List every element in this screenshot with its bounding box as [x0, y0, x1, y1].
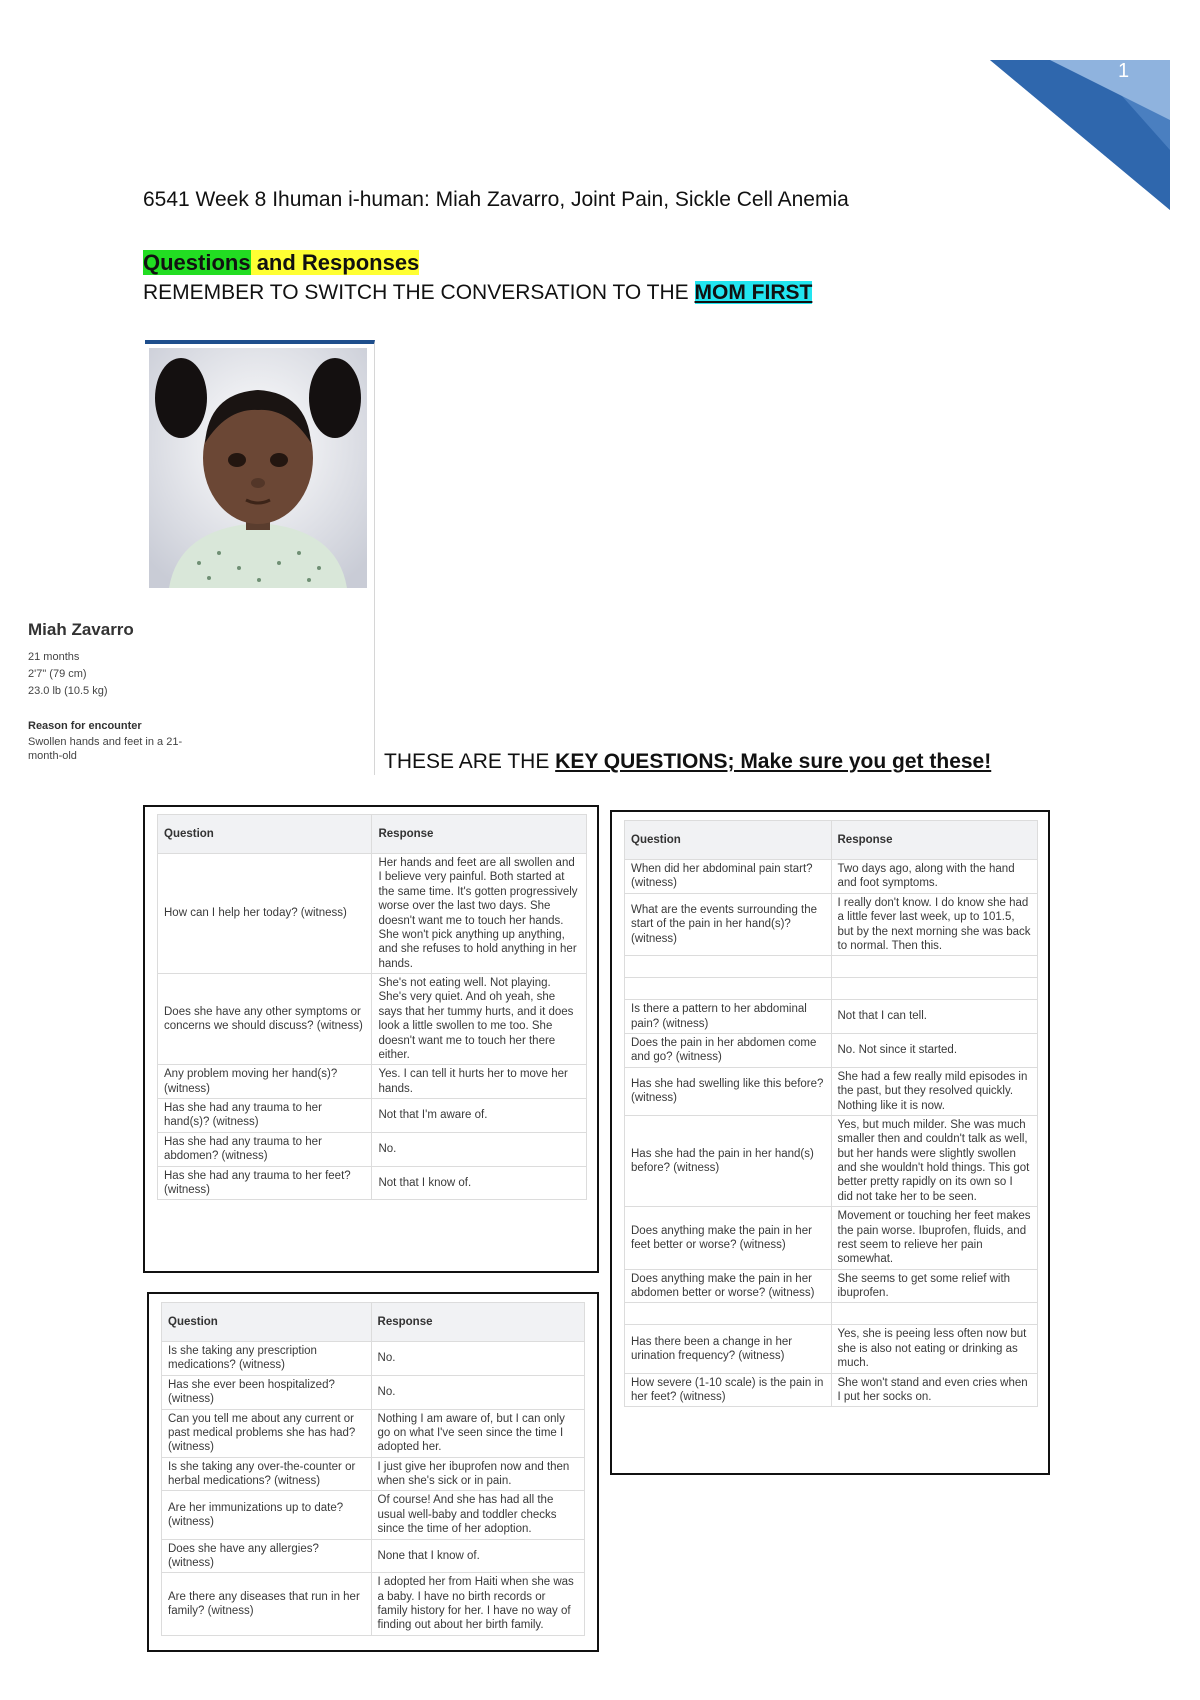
table-row	[162, 1573, 585, 1636]
response-cell: She won't stand and even cries when I put her socks on.	[831, 1373, 1038, 1407]
question-cell: Can you tell me about any current or past medical problems she has had? (witness)	[162, 1409, 372, 1457]
table-box-2	[147, 1292, 599, 1652]
patient-name: Miah Zavarro	[28, 620, 134, 639]
question-cell: When did her abdominal pain start? (witness)	[625, 860, 832, 894]
question-cell: Are there any diseases that run in her family? (witness)	[162, 1573, 372, 1636]
table-row	[158, 974, 587, 1065]
column-header-response: Response	[371, 1303, 584, 1342]
response-cell	[831, 978, 1038, 1000]
table-row	[158, 854, 587, 974]
question-cell: Has she had the pain in her hand(s) before? (witness)	[625, 1115, 832, 1206]
response-cell: Not that I can tell.	[831, 1000, 1038, 1034]
response-cell: Two days ago, along with the hand and foot symptoms.	[831, 860, 1038, 894]
response-cell	[831, 1303, 1038, 1325]
question-cell: Is she taking any over-the-counter or herbal medications? (witness)	[162, 1457, 372, 1491]
question-cell	[625, 1303, 832, 1325]
corner-decoration	[950, 60, 1170, 210]
table-row	[158, 1166, 587, 1200]
table-row	[625, 1115, 1038, 1206]
heading-responses: and Responses	[250, 250, 420, 275]
question-cell: How can I help her today? (witness)	[158, 854, 372, 974]
table-row	[625, 1325, 1038, 1373]
patient-card	[145, 340, 375, 775]
reason-text: Swollen hands and feet in a 21-month-old	[28, 736, 183, 762]
response-cell: No.	[371, 1375, 584, 1409]
question-cell	[625, 956, 832, 978]
reminder-line	[143, 281, 812, 305]
question-cell: Has she ever been hospitalized? (witness)	[162, 1375, 372, 1409]
table-row	[162, 1491, 585, 1539]
section-heading	[143, 250, 419, 276]
table-row	[625, 1373, 1038, 1407]
response-cell: I just give her ibuprofen now and then when she's sick or in pain.	[371, 1457, 584, 1491]
question-cell: Any problem moving her hand(s)? (witness)	[158, 1065, 372, 1099]
table-row	[625, 1303, 1038, 1325]
key-questions-note	[384, 750, 991, 774]
question-cell: Are her immunizations up to date? (witness)	[162, 1491, 372, 1539]
table-row	[625, 956, 1038, 978]
qa-table-1	[157, 814, 587, 1200]
column-header-response: Response	[372, 815, 587, 854]
response-cell: Nothing I am aware of, but I can only go on what I've seen since the time I adopted her.	[371, 1409, 584, 1457]
response-cell: I really don't know. I do know she had a little fever last week, up to 101.5, but by the next morning she was back to normal. Then this.	[831, 893, 1038, 956]
column-header-question: Question	[625, 821, 832, 860]
response-cell	[831, 956, 1038, 978]
response-cell: No. Not since it started.	[831, 1034, 1038, 1068]
question-cell: Is she taking any prescription medications? (witness)	[162, 1342, 372, 1376]
response-cell: Yes. I can tell it hurts her to move her hands.	[372, 1065, 587, 1099]
patient-portrait	[149, 348, 367, 588]
table-row	[625, 1207, 1038, 1270]
table-row	[625, 978, 1038, 1000]
patient-age: 21 months	[28, 651, 80, 663]
column-header-response: Response	[831, 821, 1038, 860]
response-cell: Yes, she is peeing less often now but she is also not eating or drinking as much.	[831, 1325, 1038, 1373]
reminder-highlight: MOM FIRST	[694, 281, 813, 304]
question-cell: Has she had any trauma to her hand(s)? (witness)	[158, 1099, 372, 1133]
table-row	[162, 1539, 585, 1573]
question-cell: Is there a pattern to her abdominal pain? (witness)	[625, 1000, 832, 1034]
table-row	[158, 1099, 587, 1133]
table-row	[625, 860, 1038, 894]
document-title: 6541 Week 8 Ihuman i-human: Miah Zavarro, Joint Pain, Sickle Cell Anemia	[143, 188, 849, 211]
reminder-text: REMEMBER TO SWITCH THE CONVERSATION TO THE	[143, 281, 695, 304]
question-cell: Has she had swelling like this before? (witness)	[625, 1067, 832, 1115]
key-note-bold: KEY QUESTIONS; Make sure you get these!	[555, 750, 992, 773]
response-cell: Her hands and feet are all swollen and I believe very painful. Both started at the same time. It's gotten progressively worse over the last two days. She doesn't want me to touch her hands. She won't pick anything up anything, and she refuses to hold anything in her hands.	[372, 854, 587, 974]
question-cell: Has there been a change in her urination frequency? (witness)	[625, 1325, 832, 1373]
question-cell: Has she had any trauma to her abdomen? (witness)	[158, 1132, 372, 1166]
column-header-question: Question	[158, 815, 372, 854]
response-cell: Not that I know of.	[372, 1166, 587, 1200]
table-row	[162, 1375, 585, 1409]
question-cell	[625, 978, 832, 1000]
response-cell: Not that I'm aware of.	[372, 1099, 587, 1133]
table-row	[625, 1067, 1038, 1115]
table-row	[158, 1065, 587, 1099]
response-cell: She seems to get some relief with ibuprofen.	[831, 1269, 1038, 1303]
table-box-1	[143, 805, 599, 1273]
patient-weight: 23.0 lb (10.5 kg)	[28, 685, 108, 697]
key-note-prefix: THESE ARE THE	[384, 750, 556, 773]
table-box-3	[610, 810, 1050, 1475]
question-cell: Does anything make the pain in her abdomen better or worse? (witness)	[625, 1269, 832, 1303]
table-row	[625, 1034, 1038, 1068]
response-cell: I adopted her from Haiti when she was a baby. I have no birth records or family history for her. I have no way of finding out about her birth family.	[371, 1573, 584, 1636]
patient-height: 2'7" (79 cm)	[28, 668, 87, 680]
question-cell: Does she have any other symptoms or concerns we should discuss? (witness)	[158, 974, 372, 1065]
response-cell: Yes, but much milder. She was much smaller then and couldn't talk as well, but her hands were slightly swollen and she wouldn't hold things. This got better pretty rapidly on its own so I did not take her to be seen.	[831, 1115, 1038, 1206]
question-cell: What are the events surrounding the start of the pain in her hand(s)? (witness)	[625, 893, 832, 956]
column-header-question: Question	[162, 1303, 372, 1342]
response-cell: No.	[371, 1342, 584, 1376]
heading-questions: Questions	[143, 250, 251, 275]
response-cell: Of course! And she has had all the usual well-baby and toddler checks since the time of her adoption.	[371, 1491, 584, 1539]
question-cell: Does anything make the pain in her feet better or worse? (witness)	[625, 1207, 832, 1270]
table-row	[162, 1457, 585, 1491]
qa-table-2	[161, 1302, 585, 1636]
page-number: 1	[1118, 60, 1130, 82]
table-row	[158, 1132, 587, 1166]
response-cell: She's not eating well. Not playing. She's very quiet. And oh yeah, she says that her tummy hurts, and it does look a little swollen to me too. She doesn't want me to touch her there either.	[372, 974, 587, 1065]
table-row	[162, 1342, 585, 1376]
qa-table-3	[624, 820, 1038, 1407]
question-cell: Does she have any allergies? (witness)	[162, 1539, 372, 1573]
response-cell: None that I know of.	[371, 1539, 584, 1573]
question-cell: Does the pain in her abdomen come and go? (witness)	[625, 1034, 832, 1068]
question-cell: How severe (1-10 scale) is the pain in her feet? (witness)	[625, 1373, 832, 1407]
table-row	[625, 1000, 1038, 1034]
question-cell: Has she had any trauma to her feet? (witness)	[158, 1166, 372, 1200]
reason-label: Reason for encounter	[28, 720, 142, 732]
table-row	[625, 1269, 1038, 1303]
response-cell: She had a few really mild episodes in the past, but they resolved quickly. Nothing like it is now.	[831, 1067, 1038, 1115]
response-cell: No.	[372, 1132, 587, 1166]
table-row	[162, 1409, 585, 1457]
table-row	[625, 893, 1038, 956]
response-cell: Movement or touching her feet makes the pain worse. Ibuprofen, fluids, and rest seem to relieve her pain somewhat.	[831, 1207, 1038, 1270]
